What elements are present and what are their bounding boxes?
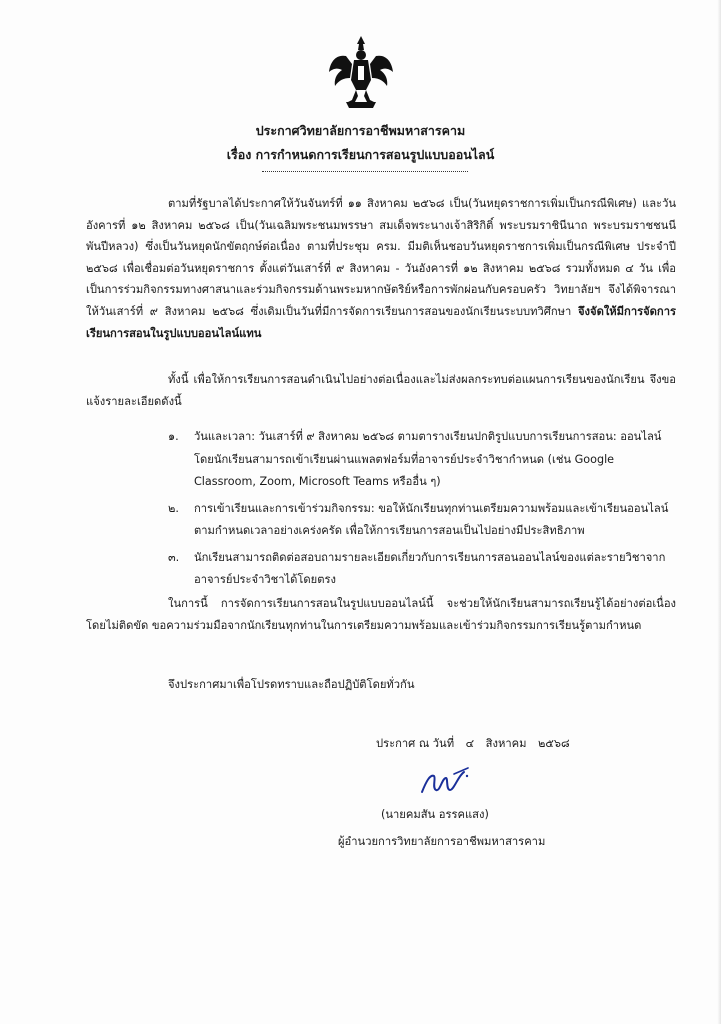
date-year: ๒๕๖๘ bbox=[538, 737, 570, 750]
item-text: การเข้าเรียนและการเข้าร่วมกิจกรรม: ขอให้นักเรียนทุกท่านเตรียมความพร้อมและเข้าเรียนออนไลน์ตามกำหนดเวลาอย่างเคร่งครัด เพื่อให้การเรียนการสอนเป็นไปอย่างมีประสิทธิภาพ bbox=[194, 501, 669, 537]
date-month: สิงหาคม bbox=[485, 737, 527, 750]
header-divider bbox=[262, 171, 468, 172]
item-number: ๓. bbox=[168, 550, 180, 564]
notice-line: จึงประกาศมาเพื่อโปรดทราบและถือปฏิบัติโดยทั่วกัน bbox=[168, 678, 415, 691]
handwritten-signature bbox=[418, 764, 472, 800]
item-number: ๑. bbox=[168, 430, 179, 443]
page-edge-shadow bbox=[717, 0, 721, 1024]
intro-text: ตามที่รัฐบาลได้ประกาศให้วันจันทร์ที่ ๑๑ สิงหาคม ๒๕๖๘ เป็น(วันหยุดราชการเพิ่มเป็นกรณีพิเศษ) และวันอังคารที่ ๑๒ สิงหาคม ๒๕๖๘ เป็น(วันเฉลิมพระชนมพรรษา สมเด็จพระนางเจ้าสิริกิติ์ พระบรมราชินีนาถ พระบรมราชชนนีพันปีหลวง) ซึ่งเป็นวันหยุดนักขัตฤกษ์ต่อเนื่อง ตามที่ประชุม ครม. มีมติเห็นชอบวันหยุดราชการเพิ่มเป็นกรณีพิเศษ ประจำปี ๒๕๖๘ เพื่อเชื่อมต่อวันหยุดราชการ ตั้งแต่วันเสาร์ที่ ๙ สิงหาคม - วันอังคารที่ ๑๒ สิงหาคม ๒๕๖๘ รวมทั้งหมด ๔ วัน เพื่อเป็นการร่วมกิจกรรมทางศาสนาและร่วมกิจกรรมด้านพระมหากษัตริย์หรือการพักผ่อนกับครอบครัว วิทยาลัยฯ จึงได้พิจารณาให้วันเสาร์ที่ ๙ สิงหาคม ๒๕๖๘ ซึ่งเดิมเป็นวันที่มีการจัดการเรียนการสอนของนักเรียนระบบทวิศึกษา bbox=[86, 197, 676, 318]
list-item bbox=[168, 547, 676, 592]
announcement-title: ประกาศวิทยาลัยการอาชีพมหาสารคาม bbox=[255, 123, 466, 138]
item-text: นักเรียนสามารถติดต่อสอบถามรายละเอียดเกี่ยวกับการเรียนการสอนออนไลน์ของแต่ละรายวิชาจากอาจารย์ประจำวิชาได้โดยตรง bbox=[194, 550, 666, 586]
signer-title: ผู้อำนวยการวิทยาลัยการอาชีพมหาสารคาม bbox=[338, 835, 546, 848]
intro-highlight: จึงจัดให้มีการจัดการเรียนการสอนในรูปแบบออนไลน์แทน bbox=[86, 304, 676, 340]
closing-paragraph: ในการนี้ การจัดการเรียนการสอนในรูปแบบออนไลน์นี้ จะช่วยให้นักเรียนสามารถเรียนรู้ได้อย่างต่อเนื่องโดยไม่ติดขัด ขอความร่วมมือจากนักเรียนทุกท่านในการเตรียมความพร้อมและเข้าร่วมกิจกรรมการเรียนรู้ตามกำหนด bbox=[86, 597, 676, 632]
announcement-subject: เรื่อง การกำหนดการเรียนการสอนรูปแบบออนไลน์ bbox=[226, 147, 495, 162]
garuda-emblem-icon bbox=[326, 34, 396, 110]
purpose-paragraph: ทั้งนี้ เพื่อให้การเรียนการสอนดำเนินไปอย่างต่อเนื่องและไม่ส่งผลกระทบต่อแผนการเรียนของนักเรียน จึงขอแจ้งรายละเอียดดังนี้ bbox=[86, 373, 676, 408]
list-item bbox=[168, 426, 676, 494]
item-text: วันและเวลา: วันเสาร์ที่ ๙ สิงหาคม ๒๕๖๘ ตามตารางเรียนปกติรูปแบบการเรียนการสอน: ออนไลน์ โดยนักเรียนสามารถเข้าเรียนผ่านแพลตฟอร์มที่อาจารย์ประจำวิชากำหนด (เช่น Google Classroom, Zoom, Microsoft Teams หรืออื่น ๆ) bbox=[194, 430, 662, 488]
intro-paragraph bbox=[86, 193, 676, 344]
details-list bbox=[168, 426, 676, 592]
announcement-date bbox=[376, 734, 578, 752]
signer-name: (นายคมสัน อรรคแสง) bbox=[381, 808, 489, 821]
list-item bbox=[168, 498, 676, 543]
date-prefix: ประกาศ ณ วันที่ bbox=[376, 737, 455, 750]
item-number: ๒. bbox=[168, 501, 179, 515]
date-day: ๔ bbox=[465, 737, 475, 750]
